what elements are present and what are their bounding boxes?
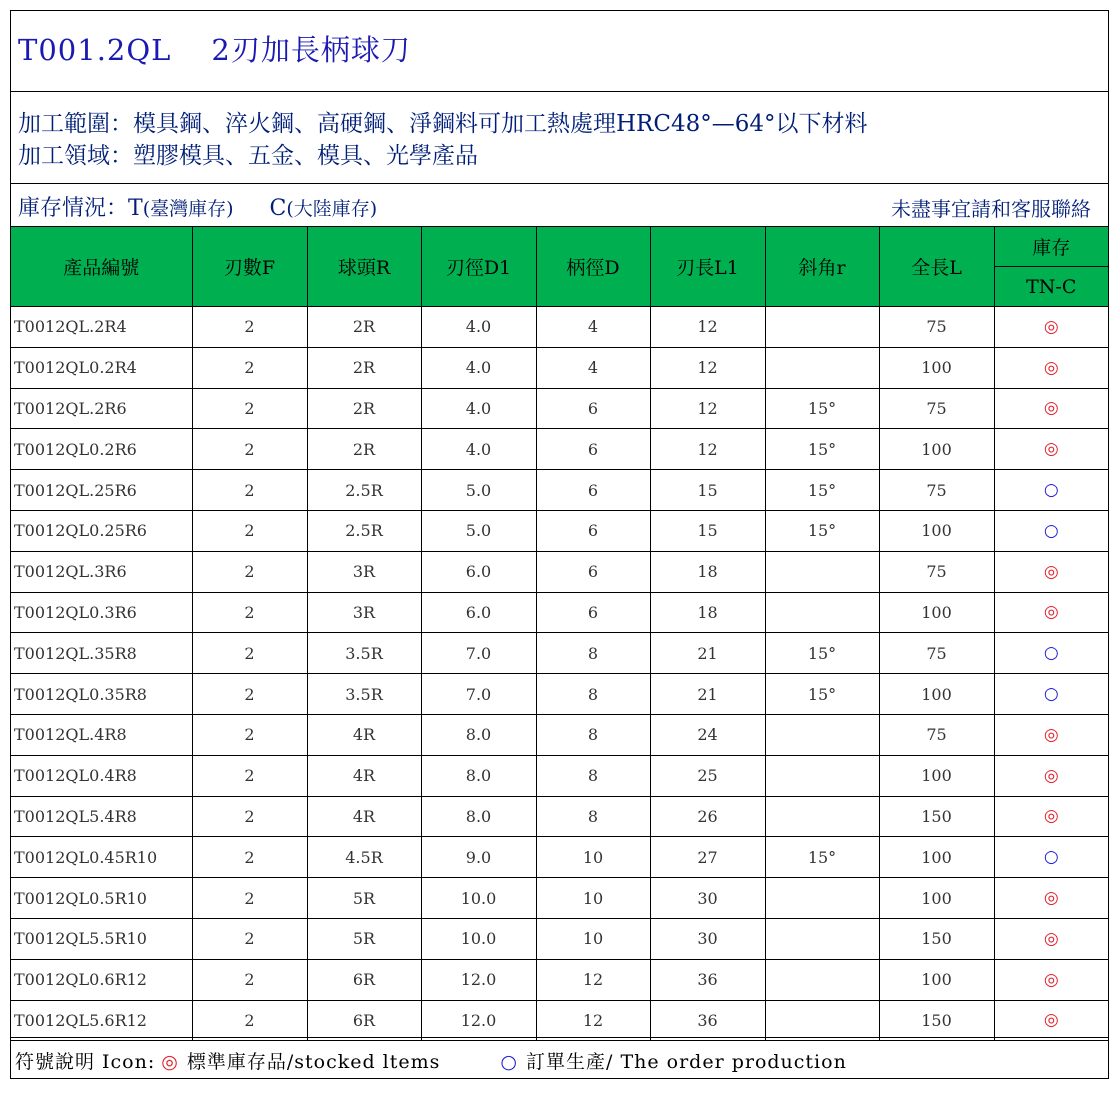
cell-code: T0012QL0.2R4 xyxy=(11,347,192,388)
cell-taper-angle xyxy=(765,755,879,796)
cell-cutting-length: 30 xyxy=(650,878,765,919)
cell-code: T0012QL0.35R8 xyxy=(11,674,192,715)
cell-shank-diameter: 6 xyxy=(536,510,650,551)
table-row xyxy=(11,551,1108,592)
cell-flutes: 2 xyxy=(192,959,307,1000)
cell-cutting-length: 12 xyxy=(650,347,765,388)
col-header-ball-radius: 球頭R xyxy=(307,227,421,307)
cell-overall-length: 100 xyxy=(879,674,994,715)
table-row xyxy=(11,1000,1108,1041)
table-row xyxy=(11,307,1108,348)
stock-t-code: T xyxy=(128,196,143,221)
cell-cutting-diameter: 4.0 xyxy=(421,388,536,429)
cell-stock-mark: ◎ xyxy=(994,429,1108,470)
cell-cutting-diameter: 4.0 xyxy=(421,347,536,388)
cell-cutting-diameter: 4.0 xyxy=(421,429,536,470)
cell-overall-length: 75 xyxy=(879,551,994,592)
cell-cutting-length: 36 xyxy=(650,1000,765,1041)
cell-code: T0012QL5.4R8 xyxy=(11,796,192,837)
col-header-overall-length: 全長L xyxy=(879,227,994,307)
cell-code: T0012QL.2R4 xyxy=(11,307,192,348)
cell-overall-length: 150 xyxy=(879,918,994,959)
cell-ball-radius: 3.5R xyxy=(307,633,421,674)
cell-stock-mark: ○ xyxy=(994,837,1108,878)
cell-shank-diameter: 6 xyxy=(536,592,650,633)
cell-stock-mark: ◎ xyxy=(994,796,1108,837)
cell-flutes: 2 xyxy=(192,470,307,511)
cell-ball-radius: 4R xyxy=(307,755,421,796)
cell-cutting-length: 21 xyxy=(650,674,765,715)
cell-flutes: 2 xyxy=(192,1000,307,1041)
cell-overall-length: 100 xyxy=(879,959,994,1000)
stock-t-text: (臺灣庫存) xyxy=(142,198,234,220)
cell-cutting-length: 18 xyxy=(650,551,765,592)
cell-shank-diameter: 8 xyxy=(536,755,650,796)
cell-flutes: 2 xyxy=(192,347,307,388)
cell-overall-length: 75 xyxy=(879,633,994,674)
cell-flutes: 2 xyxy=(192,674,307,715)
cell-flutes: 2 xyxy=(192,755,307,796)
cell-flutes: 2 xyxy=(192,918,307,959)
cell-stock-mark: ○ xyxy=(994,470,1108,511)
order-icon: ○ xyxy=(500,1051,519,1073)
cell-taper-angle xyxy=(765,918,879,959)
cell-cutting-length: 21 xyxy=(650,633,765,674)
cell-cutting-length: 12 xyxy=(650,429,765,470)
cell-overall-length: 100 xyxy=(879,755,994,796)
cell-shank-diameter: 6 xyxy=(536,429,650,470)
cell-code: T0012QL0.3R6 xyxy=(11,592,192,633)
cell-ball-radius: 5R xyxy=(307,878,421,919)
stock-status-label: 庫存情況： xyxy=(18,196,129,221)
legend-band xyxy=(11,1037,1108,1078)
cell-cutting-diameter: 10.0 xyxy=(421,878,536,919)
cell-stock-mark: ◎ xyxy=(994,918,1108,959)
cell-cutting-diameter: 12.0 xyxy=(421,959,536,1000)
cell-stock-mark: ◎ xyxy=(994,307,1108,348)
cell-taper-angle xyxy=(765,1000,879,1041)
table-row xyxy=(11,918,1108,959)
cell-overall-length: 75 xyxy=(879,307,994,348)
table-row xyxy=(11,674,1108,715)
cell-overall-length: 75 xyxy=(879,714,994,755)
cell-taper-angle: 15° xyxy=(765,510,879,551)
cell-taper-angle xyxy=(765,714,879,755)
cell-taper-angle xyxy=(765,347,879,388)
cell-code: T0012QL0.5R10 xyxy=(11,878,192,919)
cell-taper-angle xyxy=(765,959,879,1000)
cell-flutes: 2 xyxy=(192,307,307,348)
col-header-stock: 庫存 xyxy=(994,227,1108,267)
table-row xyxy=(11,510,1108,551)
cell-taper-angle: 15° xyxy=(765,633,879,674)
cell-code: T0012QL0.25R6 xyxy=(11,510,192,551)
cell-cutting-diameter: 9.0 xyxy=(421,837,536,878)
cell-stock-mark: ◎ xyxy=(994,1000,1108,1041)
cell-overall-length: 100 xyxy=(879,878,994,919)
product-table xyxy=(11,226,1108,1041)
cell-cutting-length: 12 xyxy=(650,388,765,429)
col-header-shank-diameter: 柄徑D xyxy=(536,227,650,307)
cell-cutting-length: 18 xyxy=(650,592,765,633)
table-row xyxy=(11,837,1108,878)
contact-note: 未盡事宜請和客服聯絡 xyxy=(891,197,1091,221)
cell-stock-mark: ○ xyxy=(994,633,1108,674)
cell-ball-radius: 2R xyxy=(307,429,421,470)
cell-stock-mark: ◎ xyxy=(994,388,1108,429)
cell-code: T0012QL5.5R10 xyxy=(11,918,192,959)
cell-shank-diameter: 8 xyxy=(536,714,650,755)
cell-cutting-diameter: 12.0 xyxy=(421,1000,536,1041)
cell-cutting-length: 24 xyxy=(650,714,765,755)
cell-code: T0012QL.25R6 xyxy=(11,470,192,511)
cell-overall-length: 100 xyxy=(879,429,994,470)
cell-taper-angle: 15° xyxy=(765,429,879,470)
table-row xyxy=(11,429,1108,470)
cell-ball-radius: 3R xyxy=(307,592,421,633)
cell-cutting-diameter: 6.0 xyxy=(421,551,536,592)
table-row xyxy=(11,755,1108,796)
col-header-flutes: 刃數F xyxy=(192,227,307,307)
cell-cutting-diameter: 5.0 xyxy=(421,510,536,551)
table-row xyxy=(11,388,1108,429)
cell-flutes: 2 xyxy=(192,551,307,592)
cell-flutes: 2 xyxy=(192,878,307,919)
stock-c-text: (大陸庫存) xyxy=(286,198,378,220)
cell-taper-angle xyxy=(765,796,879,837)
cell-shank-diameter: 4 xyxy=(536,307,650,348)
cell-overall-length: 150 xyxy=(879,1000,994,1041)
stock-status xyxy=(18,191,377,222)
legend-stocked-text: 標準庫存品/stocked ltems xyxy=(186,1051,441,1073)
cell-cutting-length: 26 xyxy=(650,796,765,837)
legend xyxy=(15,1047,847,1074)
series-code: T001.2QL xyxy=(18,33,172,67)
page-title xyxy=(18,28,411,69)
table-row xyxy=(11,470,1108,511)
application-field: 加工領域：塑膠模具、五金、模具、光學產品 xyxy=(18,143,478,169)
legend-order-text: 訂單生產/ The order production xyxy=(526,1051,847,1073)
cell-cutting-diameter: 8.0 xyxy=(421,755,536,796)
cell-shank-diameter: 6 xyxy=(536,470,650,511)
cell-cutting-diameter: 5.0 xyxy=(421,470,536,511)
cell-stock-mark: ○ xyxy=(994,510,1108,551)
cell-cutting-diameter: 8.0 xyxy=(421,714,536,755)
cell-ball-radius: 2.5R xyxy=(307,470,421,511)
cell-ball-radius: 4R xyxy=(307,796,421,837)
cell-shank-diameter: 10 xyxy=(536,918,650,959)
cell-flutes: 2 xyxy=(192,714,307,755)
cell-code: T0012QL.2R6 xyxy=(11,388,192,429)
cell-shank-diameter: 8 xyxy=(536,633,650,674)
cell-cutting-diameter: 6.0 xyxy=(421,592,536,633)
cell-shank-diameter: 8 xyxy=(536,796,650,837)
cell-flutes: 2 xyxy=(192,633,307,674)
cell-stock-mark: ◎ xyxy=(994,592,1108,633)
product-sheet xyxy=(10,10,1109,1079)
cell-overall-length: 100 xyxy=(879,510,994,551)
cell-cutting-length: 36 xyxy=(650,959,765,1000)
cell-ball-radius: 6R xyxy=(307,1000,421,1041)
cell-cutting-diameter: 10.0 xyxy=(421,918,536,959)
series-name: 2刃加長柄球刀 xyxy=(211,33,411,67)
col-header-cutting-length: 刃長L1 xyxy=(650,227,765,307)
cell-shank-diameter: 10 xyxy=(536,837,650,878)
cell-taper-angle: 15° xyxy=(765,388,879,429)
cell-shank-diameter: 8 xyxy=(536,674,650,715)
cell-taper-angle: 15° xyxy=(765,837,879,878)
table-row xyxy=(11,878,1108,919)
cell-taper-angle xyxy=(765,307,879,348)
cell-code: T0012QL5.6R12 xyxy=(11,1000,192,1041)
cell-ball-radius: 4R xyxy=(307,714,421,755)
cell-ball-radius: 3R xyxy=(307,551,421,592)
stocked-icon: ◎ xyxy=(161,1051,179,1073)
cell-code: T0012QL0.4R8 xyxy=(11,755,192,796)
cell-cutting-diameter: 4.0 xyxy=(421,307,536,348)
cell-flutes: 2 xyxy=(192,796,307,837)
cell-shank-diameter: 6 xyxy=(536,551,650,592)
cell-cutting-length: 25 xyxy=(650,755,765,796)
cell-cutting-diameter: 8.0 xyxy=(421,796,536,837)
cell-flutes: 2 xyxy=(192,388,307,429)
cell-cutting-length: 15 xyxy=(650,470,765,511)
cell-ball-radius: 2R xyxy=(307,307,421,348)
cell-code: T0012QL.3R6 xyxy=(11,551,192,592)
col-header-taper-angle: 斜角r xyxy=(765,227,879,307)
cell-ball-radius: 2.5R xyxy=(307,510,421,551)
cell-stock-mark: ○ xyxy=(994,674,1108,715)
cell-cutting-length: 15 xyxy=(650,510,765,551)
cell-overall-length: 75 xyxy=(879,388,994,429)
table-row xyxy=(11,347,1108,388)
cell-code: T0012QL0.6R12 xyxy=(11,959,192,1000)
cell-overall-length: 150 xyxy=(879,796,994,837)
col-header-code: 產品編號 xyxy=(11,227,192,307)
stock-band xyxy=(11,184,1108,226)
cell-shank-diameter: 12 xyxy=(536,959,650,1000)
table-row xyxy=(11,714,1108,755)
cell-cutting-length: 27 xyxy=(650,837,765,878)
cell-ball-radius: 5R xyxy=(307,918,421,959)
cell-overall-length: 100 xyxy=(879,592,994,633)
cell-taper-angle xyxy=(765,592,879,633)
cell-code: T0012QL0.2R6 xyxy=(11,429,192,470)
cell-overall-length: 100 xyxy=(879,347,994,388)
col-header-stock-sub: TN-C xyxy=(994,267,1108,307)
cell-stock-mark: ◎ xyxy=(994,347,1108,388)
cell-cutting-length: 12 xyxy=(650,307,765,348)
cell-ball-radius: 4.5R xyxy=(307,837,421,878)
cell-overall-length: 100 xyxy=(879,837,994,878)
cell-cutting-length: 30 xyxy=(650,918,765,959)
table-row xyxy=(11,633,1108,674)
cell-code: T0012QL.4R8 xyxy=(11,714,192,755)
cell-taper-angle xyxy=(765,551,879,592)
cell-code: T0012QL.35R8 xyxy=(11,633,192,674)
cell-shank-diameter: 12 xyxy=(536,1000,650,1041)
cell-flutes: 2 xyxy=(192,592,307,633)
cell-overall-length: 75 xyxy=(879,470,994,511)
cell-taper-angle xyxy=(765,878,879,919)
cell-cutting-diameter: 7.0 xyxy=(421,674,536,715)
table-row xyxy=(11,959,1108,1000)
cell-ball-radius: 2R xyxy=(307,347,421,388)
table-row xyxy=(11,592,1108,633)
cell-flutes: 2 xyxy=(192,837,307,878)
cell-code: T0012QL0.45R10 xyxy=(11,837,192,878)
cell-taper-angle: 15° xyxy=(765,674,879,715)
title-band xyxy=(11,11,1108,92)
cell-stock-mark: ◎ xyxy=(994,878,1108,919)
cell-flutes: 2 xyxy=(192,510,307,551)
cell-shank-diameter: 10 xyxy=(536,878,650,919)
col-header-cutting-diameter: 刃徑D1 xyxy=(421,227,536,307)
cell-ball-radius: 6R xyxy=(307,959,421,1000)
legend-label: 符號說明 Icon: xyxy=(15,1051,156,1073)
info-band xyxy=(11,92,1108,184)
cell-ball-radius: 2R xyxy=(307,388,421,429)
table-row xyxy=(11,796,1108,837)
cell-stock-mark: ◎ xyxy=(994,755,1108,796)
stock-c-code: C xyxy=(269,196,287,221)
cell-stock-mark: ◎ xyxy=(994,714,1108,755)
cell-stock-mark: ◎ xyxy=(994,959,1108,1000)
cell-cutting-diameter: 7.0 xyxy=(421,633,536,674)
cell-shank-diameter: 4 xyxy=(536,347,650,388)
cell-taper-angle: 15° xyxy=(765,470,879,511)
cell-flutes: 2 xyxy=(192,429,307,470)
cell-stock-mark: ◎ xyxy=(994,551,1108,592)
machining-range: 加工範圍：模具鋼、淬火鋼、高硬鋼、淨鋼料可加工熱處理HRC48°—64°以下材料 xyxy=(18,111,868,137)
cell-shank-diameter: 6 xyxy=(536,388,650,429)
cell-ball-radius: 3.5R xyxy=(307,674,421,715)
